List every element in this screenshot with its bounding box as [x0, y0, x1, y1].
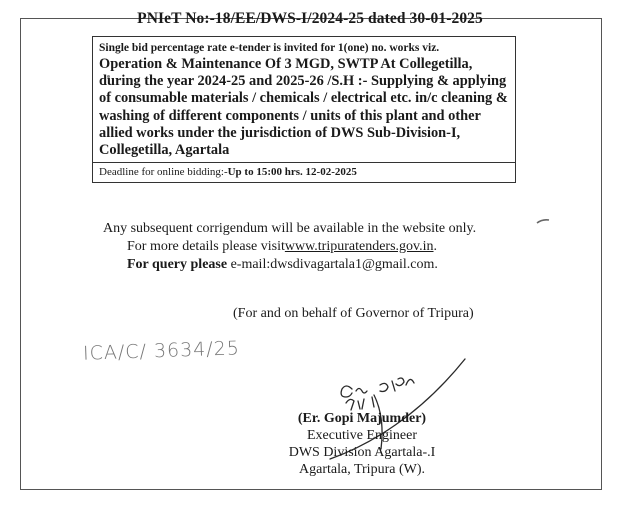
signatory-designation: Executive Engineer: [306, 428, 417, 443]
pen-mark: [536, 218, 550, 224]
signatory-location: Agartala, Tripura (W).: [299, 462, 425, 477]
tender-box: [92, 36, 516, 183]
signatory-division: DWS Division Agartala-.I: [288, 445, 436, 460]
details-prefix: For more details please visit: [127, 239, 285, 254]
details-suffix: .: [433, 239, 438, 254]
tender-intro: Single bid percentage rate e-tender is invited for 1(one) no. works viz.: [99, 42, 440, 54]
bidding-deadline: [93, 163, 515, 182]
details-line: [127, 238, 437, 256]
deadline-value: Up to 15:00 hrs. 12-02-2025: [227, 166, 357, 179]
website-link[interactable]: www.tripuratenders.gov.in: [284, 239, 434, 254]
signatory-name: (Er. Gopi Majumder): [297, 411, 427, 426]
query-email[interactable]: e-mail:dwsdivagartala1@gmail.com.: [227, 257, 438, 272]
query-line: [127, 256, 438, 274]
query-label: For query please: [127, 257, 228, 272]
tender-description: [93, 37, 515, 163]
notice-title: PNIeT No:-18/EE/DWS-I/2024-25 dated 30-01-2025: [137, 10, 483, 27]
handwritten-reference: ICA/C/ 3634/25: [82, 337, 241, 365]
behalf-line: (For and on behalf of Governor of Tripura): [233, 306, 474, 321]
deadline-label: Deadline for online bidding:-: [99, 166, 228, 179]
corrigendum-note: Any subsequent corrigendum will be available in the website only.: [103, 221, 477, 236]
signatory-block: [262, 410, 462, 478]
tender-work-description: Operation & Maintenance Of 3 MGD, SWTP At Collegetilla, during the year 2024-25 and 2025-26 /S.H :- Supplying & applying of consumable materials / chemicals / electrical etc. in/c cleaning & washing of different components / units of this plant and other allied works under the jurisdiction of DWS Sub-Division-I, Collegetilla, Agartala: [99, 56, 508, 159]
